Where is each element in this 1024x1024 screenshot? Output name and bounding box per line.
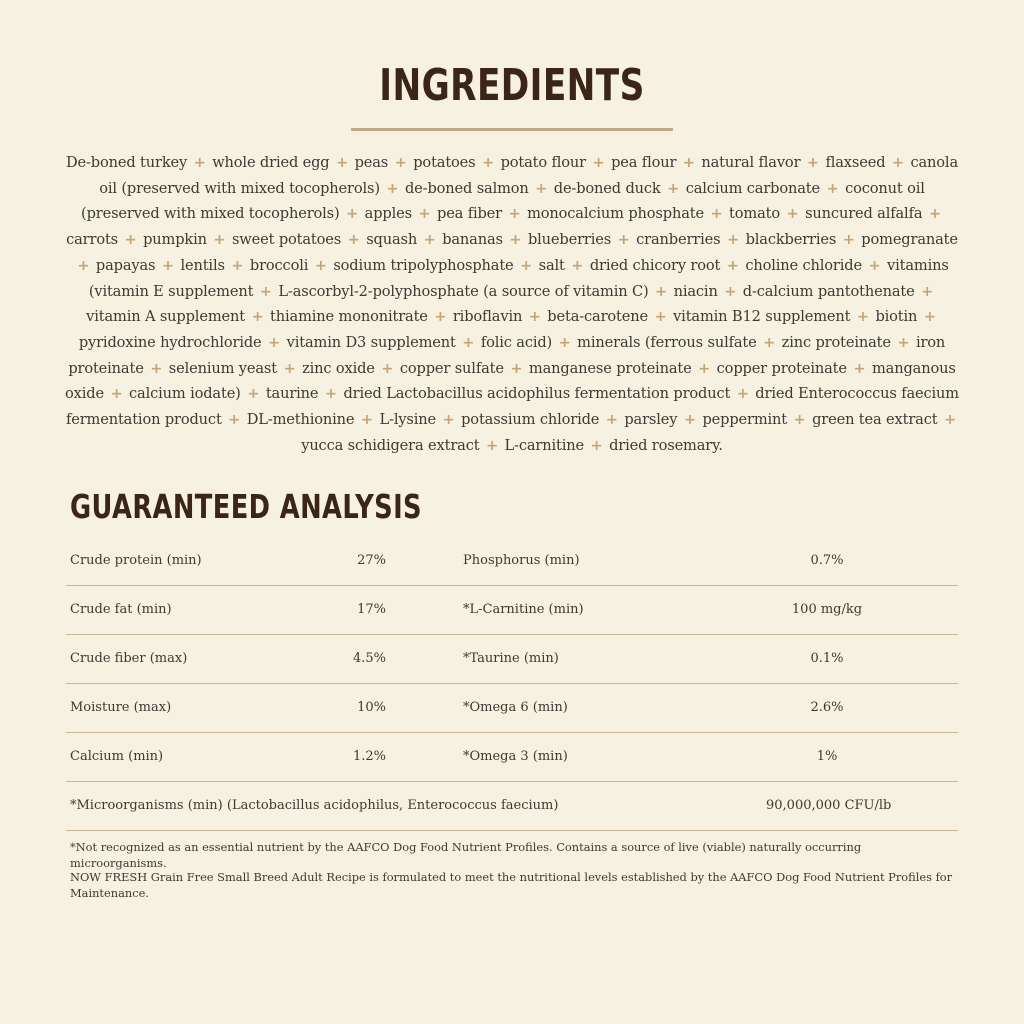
ingredient-item: blueberries	[527, 231, 612, 249]
plus-icon: +	[806, 154, 819, 171]
nutrient-name: Phosphorus (min)	[463, 553, 580, 568]
nutrient-value: 0.7%	[810, 553, 844, 568]
plus-icon: +	[213, 231, 226, 249]
plus-icon: +	[193, 154, 206, 171]
ingredient-item: manganese proteinate	[528, 359, 692, 377]
footnote-formulation-statement: NOW FRESH Grain Free Small Breed Adult Recipe is formulated to meet the nutritional levels established by the AAFCO Dog Food Nutrient Profiles for Maintenance.	[70, 870, 953, 900]
plus-icon: +	[394, 154, 407, 171]
ingredient-item: salt	[538, 256, 565, 274]
plus-icon: +	[943, 411, 957, 429]
plus-icon: +	[336, 154, 349, 171]
nutrient-value: 2.6%	[810, 700, 844, 715]
ingredient-item: parsley	[624, 411, 678, 429]
plus-icon: +	[520, 256, 533, 274]
plus-icon: +	[558, 333, 571, 351]
ingredient-item: choline chloride	[745, 256, 862, 274]
plus-icon: +	[462, 333, 475, 351]
ingredient-item: folic acid)	[480, 333, 553, 351]
plus-icon: +	[710, 205, 723, 223]
ingredient-item: carrots	[66, 231, 119, 249]
nutrient-value: 90,000,000 CFU/lb	[766, 798, 892, 813]
plus-icon: +	[528, 308, 541, 326]
ingredient-item: beta-carotene	[547, 308, 648, 326]
ingredient-item: pea flour	[611, 154, 677, 171]
plus-icon: +	[682, 154, 695, 171]
ingredient-item: thiamine mononitrate	[270, 308, 428, 326]
plus-icon: +	[667, 179, 680, 197]
plus-icon: +	[763, 333, 776, 351]
nutrient-value: 1%	[816, 749, 838, 764]
ingredient-item: DL-methionine	[246, 411, 355, 429]
ingredient-item: de-boned salmon	[404, 179, 529, 197]
table-row	[66, 537, 958, 586]
ingredient-item: L-ascorbyl-2-polyphosphate (a source of vitamin C)	[278, 282, 649, 300]
table-row	[66, 684, 958, 733]
nutrient-name: Crude fat (min)	[70, 602, 172, 617]
ingredient-item: iron proteinate	[68, 333, 946, 377]
ingredient-item: calcium carbonate	[685, 179, 820, 197]
plus-icon: +	[508, 205, 521, 223]
plus-icon: +	[793, 411, 806, 429]
ingredient-item: dried chicory root	[589, 256, 721, 274]
plus-icon: +	[386, 179, 399, 197]
nutrient-name: *Omega 6 (min)	[463, 700, 568, 715]
ingredient-item: coconut oil (preserved with mixed tocopherols)	[81, 179, 925, 223]
plus-icon: +	[853, 359, 866, 377]
footnote-aafco-note: *Not recognized as an essential nutrient by the AAFCO Dog Food Nutrient Profiles. Contains a source of live (viable) naturally occurring microorganisms.	[70, 840, 862, 870]
nutrient-name: Calcium (min)	[70, 749, 164, 764]
ingredient-item: copper sulfate	[399, 359, 504, 377]
plus-icon: +	[856, 308, 869, 326]
plus-icon: +	[571, 256, 584, 274]
nutrient-value: 10%	[357, 700, 386, 715]
plus-icon: +	[360, 411, 373, 429]
ingredient-item: pyridoxine hydrochloride	[78, 333, 262, 351]
plus-icon: +	[726, 231, 740, 249]
table-row-microorganisms	[66, 782, 958, 831]
plus-icon: +	[842, 231, 855, 249]
nutrient-value: 4.5%	[352, 651, 386, 666]
plus-icon: +	[442, 411, 455, 429]
plus-icon: +	[683, 411, 696, 429]
ingredient-item: minerals (ferrous sulfate	[577, 333, 757, 351]
plus-icon: +	[259, 282, 272, 300]
ingredient-item: vitamin A supplement	[86, 308, 245, 326]
nutrient-name: Crude fiber (max)	[70, 651, 188, 666]
ingredient-item: calcium iodate)	[129, 385, 241, 403]
ingredient-item: vitamin B12 supplement	[673, 308, 851, 326]
nutrient-name: Crude protein (min)	[70, 553, 202, 568]
ingredient-item: cranberries	[636, 231, 721, 249]
nutrient-value: 17%	[357, 602, 386, 617]
plus-icon: +	[423, 231, 436, 249]
plus-icon: +	[868, 256, 881, 274]
ingredient-item: dried rosemary.	[609, 436, 723, 454]
plus-icon: +	[921, 282, 934, 300]
nutrient-name: *Taurine (min)	[463, 651, 559, 666]
ingredient-item: yucca schidigera extract	[301, 436, 480, 454]
ingredient-item: canola oil (preserved with mixed tocopherols)	[99, 154, 958, 197]
ingredient-item: sweet potatoes	[231, 231, 342, 249]
plus-icon: +	[535, 179, 548, 197]
title-divider	[351, 128, 673, 131]
nutrient-name: *Omega 3 (min)	[463, 749, 568, 764]
ingredient-item: taurine	[265, 385, 319, 403]
plus-icon: +	[510, 359, 523, 377]
ingredient-item: zinc oxide	[302, 359, 375, 377]
ingredient-item: dried Lactobacillus acidophilus fermentation product	[343, 385, 731, 403]
ingredient-item: apples	[364, 205, 412, 223]
ingredient-item: L-carnitine	[504, 436, 584, 454]
nutrient-value: 1.2%	[352, 749, 386, 764]
ingredient-item: sodium tripolyphosphate	[333, 256, 514, 274]
ingredient-item: vitamins (vitamin E supplement	[88, 256, 949, 300]
ingredient-item: potassium chloride	[461, 411, 600, 429]
nutrient-name: *L-Carnitine (min)	[463, 602, 584, 617]
ingredient-item: bananas	[442, 231, 503, 249]
guaranteed-analysis-title: GUARANTEED ANALYSIS	[70, 487, 422, 526]
ingredient-item: blackberries	[745, 231, 837, 249]
ingredients-title: INGREDIENTS	[379, 60, 645, 111]
nutrient-value: 100 mg/kg	[791, 602, 863, 617]
ingredient-item: tomato	[729, 205, 780, 223]
ingredient-item: potatoes	[413, 154, 476, 171]
ingredient-item: niacin	[673, 282, 718, 300]
ingredient-item: papayas	[95, 256, 156, 274]
plus-icon: +	[485, 436, 499, 454]
ingredient-item: suncured alfalfa	[805, 205, 923, 223]
plus-icon: +	[509, 231, 522, 249]
ingredient-item: monocalcium phosphate	[527, 205, 704, 223]
plus-icon: +	[617, 231, 630, 249]
plus-icon: +	[923, 308, 936, 326]
plus-icon: +	[228, 411, 241, 429]
nutrient-value: 27%	[357, 553, 386, 568]
ingredient-item: manganous oxide	[65, 359, 956, 403]
plus-icon: +	[283, 359, 296, 377]
ingredients-list	[62, 150, 962, 458]
plus-icon: +	[150, 359, 163, 377]
ingredient-item: peppermint	[702, 411, 787, 429]
ingredient-item: pumpkin	[143, 231, 207, 249]
plus-icon: +	[928, 205, 941, 223]
ingredient-item: d-calcium pantothenate	[742, 282, 915, 300]
ingredient-item: zinc proteinate	[781, 333, 891, 351]
plus-icon: +	[655, 282, 668, 300]
plus-icon: +	[724, 282, 737, 300]
plus-icon: +	[77, 256, 90, 274]
plus-icon: +	[826, 179, 839, 197]
table-row	[66, 635, 958, 684]
ingredient-item: natural flavor	[701, 154, 801, 171]
plus-icon: +	[161, 256, 174, 274]
ingredient-item: squash	[366, 231, 418, 249]
nutrient-value: 0.1%	[810, 651, 844, 666]
plus-icon: +	[251, 308, 264, 326]
ingredient-item: broccoli	[249, 256, 309, 274]
plus-icon: +	[592, 154, 605, 171]
ingredient-item: potato flour	[500, 154, 587, 171]
ingredient-item: pomegranate	[861, 231, 958, 249]
table-row	[66, 733, 958, 782]
plus-icon: +	[346, 205, 359, 223]
ingredient-item: peas	[354, 154, 389, 171]
ingredient-item: copper proteinate	[716, 359, 847, 377]
plus-icon: +	[314, 256, 327, 274]
ingredient-item: pea fiber	[437, 205, 502, 223]
plus-icon: +	[247, 385, 260, 403]
plus-icon: +	[698, 359, 711, 377]
ingredient-item: dried Enterococcus faecium fermentation product	[65, 385, 959, 429]
ingredient-item: green tea extract	[812, 411, 938, 429]
ingredient-item: vitamin D3 supplement	[286, 333, 456, 351]
nutrient-name: Moisture (max)	[70, 700, 172, 715]
plus-icon: +	[726, 256, 739, 274]
plus-icon: +	[418, 205, 431, 223]
plus-icon: +	[786, 205, 799, 223]
plus-icon: +	[736, 385, 749, 403]
ingredient-item: L-lysine	[379, 411, 437, 429]
guaranteed-analysis-table	[66, 537, 958, 831]
plus-icon: +	[654, 308, 667, 326]
plus-icon: +	[482, 154, 495, 171]
ingredient-item: flaxseed	[825, 154, 886, 171]
nutrient-name: *Microorganisms (min) (Lactobacillus acidophilus, Enterococcus faecium)	[70, 798, 559, 813]
plus-icon: +	[110, 385, 123, 403]
table-row	[66, 586, 958, 635]
plus-icon: +	[324, 385, 337, 403]
plus-icon: +	[590, 436, 603, 454]
ingredient-item: biotin	[875, 308, 918, 326]
plus-icon: +	[897, 333, 910, 351]
plus-icon: +	[124, 231, 137, 249]
plus-icon: +	[434, 308, 447, 326]
plus-icon: +	[268, 333, 281, 351]
ingredient-item: De-boned turkey	[65, 154, 188, 171]
plus-icon: +	[891, 154, 904, 171]
plus-icon: +	[347, 231, 360, 249]
ingredient-item: whole dried egg	[212, 154, 330, 171]
ingredient-item: de-boned duck	[553, 179, 661, 197]
plus-icon: +	[605, 411, 618, 429]
plus-icon: +	[381, 359, 394, 377]
ingredient-item: selenium yeast	[168, 359, 277, 377]
plus-icon: +	[231, 256, 244, 274]
ingredient-item: lentils	[180, 256, 225, 274]
ingredient-item: riboflavin	[452, 308, 523, 326]
